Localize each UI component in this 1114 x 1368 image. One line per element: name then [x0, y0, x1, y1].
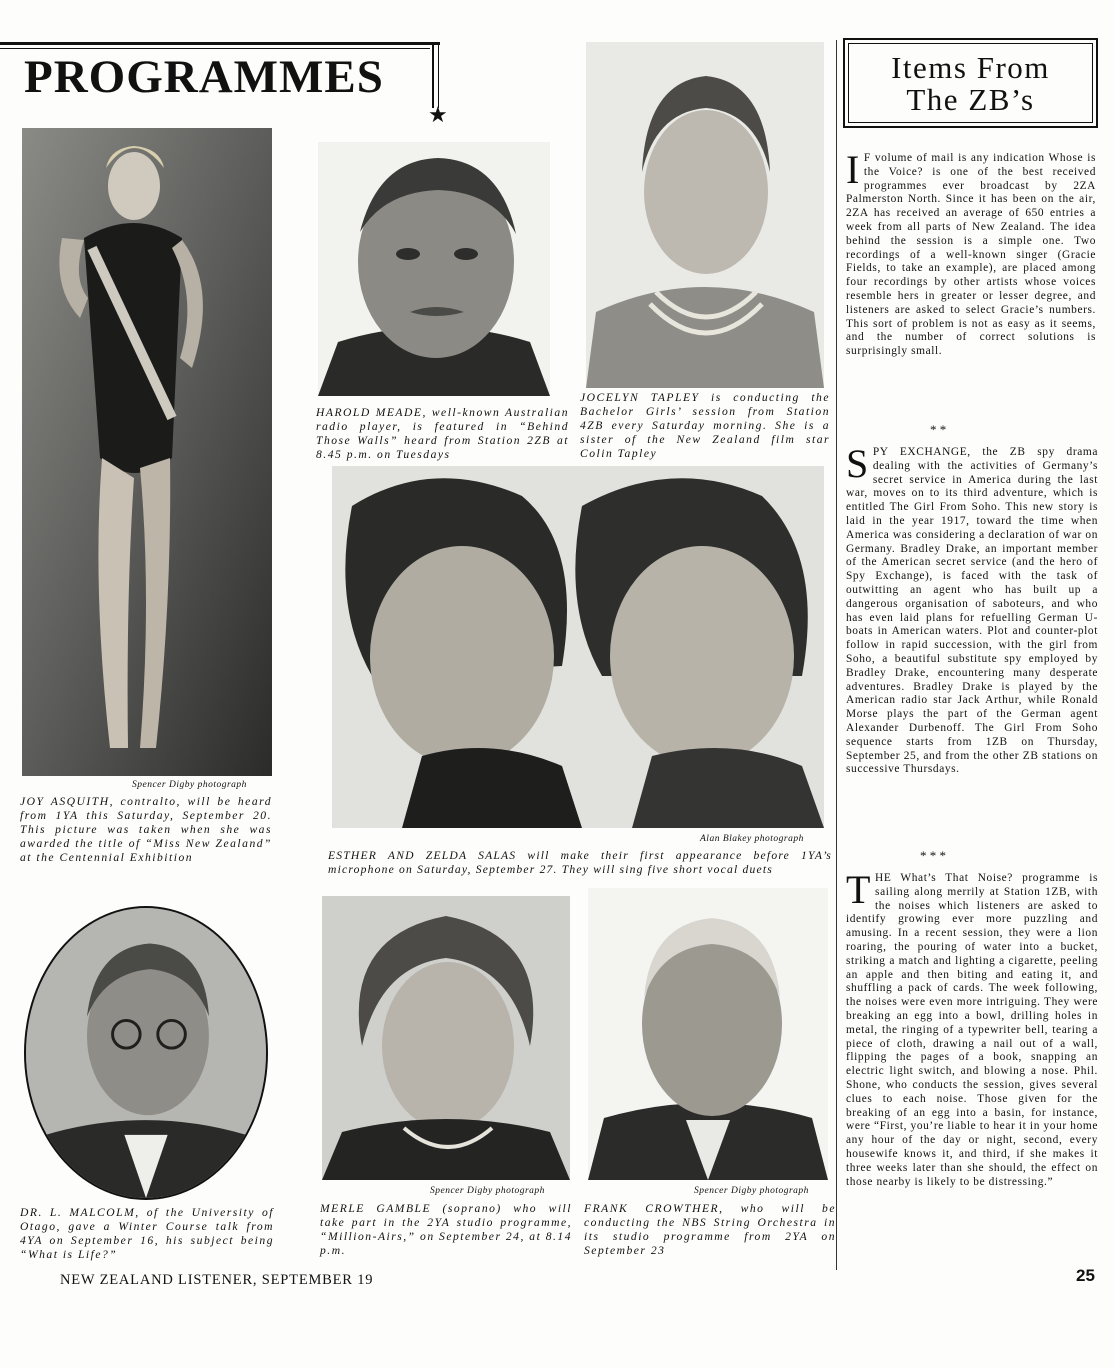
caption-frank-crowther: FRANK CROWTHER, who will be conducting the NBS String Orchestra in its studio programme from 2YA on September 23: [584, 1202, 836, 1257]
article-whats-that-noise: [846, 867, 1098, 1189]
caption-jocelyn-tapley: JOCELYN TAPLEY is conducting the Bachelor Girls’ session from Station 4ZB every Saturday morning. She is a sister of the New Zealand film star Colin Tapley: [580, 391, 830, 460]
photo-credit-frank: Spencer Digby photograph: [694, 1186, 809, 1196]
caption-merle-gamble: MERLE GAMBLE (soprano) who will take part in the 2YA studio programme, “Million-Airs,” on September 24, at 8.14 p.m.: [320, 1202, 572, 1257]
article-whose-is-the-voice: [846, 147, 1096, 359]
photo-credit-merle: Spencer Digby photograph: [430, 1186, 545, 1196]
sidebar-heading-line1: Items From: [891, 50, 1050, 85]
photo-joy-asquith: [22, 128, 272, 776]
photo-credit-joy: Spencer Digby photograph: [132, 780, 247, 790]
photo-merle-gamble: [322, 896, 570, 1180]
page-title: PROGRAMMES: [24, 51, 384, 103]
caption-joy-asquith: JOY ASQUITH, contralto, will be heard from 1YA this Saturday, September 20. This picture was taken when she was awarded the title of “Miss New Zealand” at the Centennial Exhibition: [20, 795, 272, 864]
photo-jocelyn-tapley: [586, 42, 824, 388]
photo-harold-meade: [318, 142, 550, 396]
article1-text: F volume of mail is any indication Whose is the Voice? is one of the best received programmes ever broadcast by 2ZA Palmerston North. Since it has been on the air, 2ZA has received an average of 650 entries a week from all parts of New Zealand. The idea behind the session is a simple one. Two recordings of a well-known singer (Gracie Fields, to take an example), are placed among four recordings by other artists whose voices resemble hers in greater or lesser degree, and listeners are asked to select Gracie’s numbers. This sort of problem is not as easy as it seems, and the number of correct solutions is surprisingly small.: [846, 152, 1096, 358]
header-rule: [0, 42, 440, 45]
caption-dr-malcolm: DR. L. MALCOLM, of the University of Otago, gave a Winter Course talk from 4YA on September 16, his subject being “What is Life?”: [20, 1206, 274, 1261]
sidebar-heading-box: [843, 38, 1098, 128]
separator-2: * * *: [920, 848, 946, 863]
photo-frank-crowther: [588, 888, 828, 1180]
article2-text: PY EXCHANGE, the ZB spy drama dealing with the activities of Germany’s secret service in America during the last war, moves on to its third adventure, which is entitled The Girl From Soho. This new story is laid in the year 1917, toward the time when America was considering a declaration of war on Germany. Bradley Drake, an important member of the American secret service (and the hero of Spy Exchange), is faced with the task of outwitting an agent who has built up a dangerous organisation of saboteurs, and who has even laid plans for refuelling German U-boats in American waters. Plot and counter-plot follow in rapid succession, with the girl from Soho, a beautiful substitute spy employed by Bradley Drake, encountering many desperate adventures. Bradley Drake is played by the American radio star Jack Arthur, while Ronald Morse plays the part of the German agent Alexander Durbenoff. The Girl From Soho sequence starts from 1ZB on Thursday, September 25, and from the other ZB stations on successive Thursdays.: [846, 446, 1098, 776]
header-vertical-rule: [432, 42, 434, 108]
article2-dropcap: S: [846, 441, 869, 486]
sidebar-heading: [845, 52, 1096, 116]
header-rule-thin: [0, 48, 430, 49]
article1-dropcap: I: [846, 147, 860, 192]
column-divider: [836, 40, 837, 1270]
article-spy-exchange: [846, 441, 1098, 777]
separator-1: * *: [930, 422, 947, 437]
photo-credit-salas: Alan Blakey photograph: [700, 834, 804, 844]
caption-salas-sisters: ESTHER AND ZELDA SALAS will make their first appearance before 1YA’s microphone on Saturday, September 27. They will sing five short vocal duets: [328, 849, 832, 876]
caption-harold-meade: HAROLD MEADE, well-known Australian radio player, is featured in “Behind Those Walls” heard from Station 2ZB at 8.45 p.m. on Tuesdays: [316, 406, 569, 461]
article3-text: HE What’s That Noise? programme is sailing along merrily at Station 1ZB, with the noises which listeners are asked to identify growing ever more puzzling and amusing. In a recent session, they were a lion roaring, the pouring of water into a bucket, striking a match and lighting a cigarette, peeling an apple and then biting and eating it, and shuffling a pack of cards. The week following, the noises were even more intriguing. They were breaking an egg into a bowl, drilling holes in metal, the ringing of a typewriter bell, tearing a piece of cloth, drawing a nail out of a wall, flipping the pages of a book, snapping an electric light switch, and blowing a nose. Phil. Shone, who conducts the session, gives several clues to each noise. Those given for the breaking of an egg into a basin, for instance, were “First, you’re liable to hear it in your home any hour of the day or night, second, every housewife knows it, and third, if she makes it three weeks later than she should, the effect on those nearby is likely to be distressing.”: [846, 872, 1098, 1188]
photo-dr-malcolm: [24, 906, 268, 1200]
page-number: 25: [1076, 1266, 1095, 1285]
sidebar-heading-line2: The ZB’s: [906, 82, 1035, 117]
footer-publication: NEW ZEALAND LISTENER, SEPTEMBER 19: [60, 1272, 374, 1288]
photo-salas-sisters: [332, 466, 824, 828]
article3-dropcap: T: [846, 867, 872, 912]
star-icon: ★: [428, 102, 448, 127]
header-vertical-rule-thin: [438, 42, 439, 108]
